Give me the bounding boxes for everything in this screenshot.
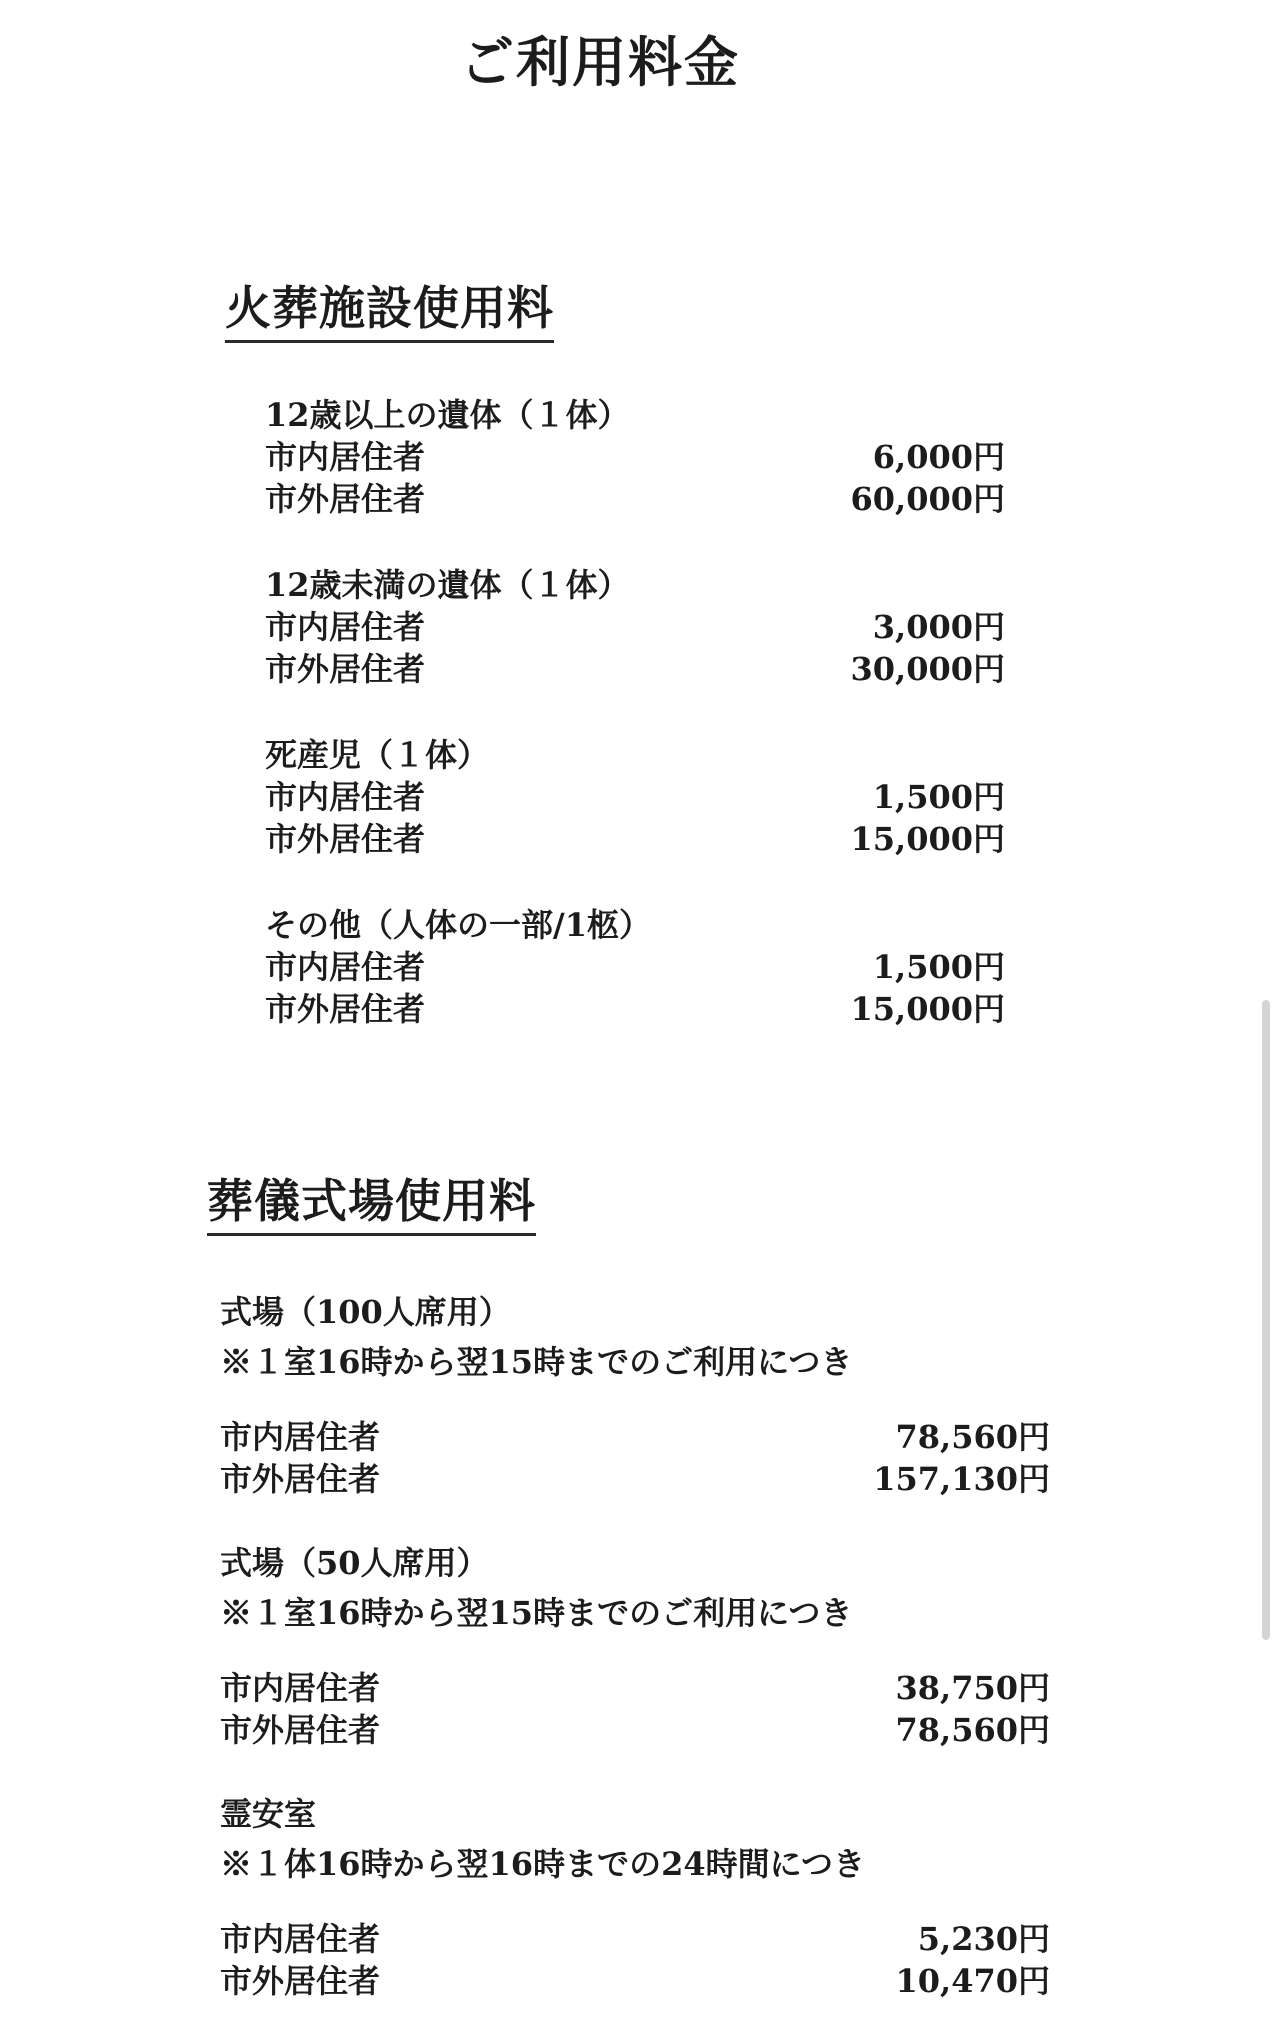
resident-type-label: 市外居住者	[265, 480, 426, 518]
resident-type-label: 市内居住者	[265, 608, 426, 646]
resident-type-label: 市外居住者	[265, 990, 426, 1028]
fee-category-label: 式場（50人席用）	[220, 1544, 489, 1582]
fee-amount: 15,000円	[850, 990, 1005, 1028]
fee-amount: 157,130円	[873, 1460, 1050, 1498]
fee-category-label: 式場（100人席用）	[220, 1293, 511, 1331]
fee-amount: 38,750円	[895, 1669, 1050, 1707]
resident-type-label: 市内居住者	[220, 1418, 381, 1456]
fee-amount: 10,470円	[895, 1962, 1050, 2000]
fee-row	[265, 777, 1005, 817]
fee-row	[265, 989, 1005, 1029]
resident-type-label: 市内居住者	[220, 1920, 381, 1958]
fee-category-note: ※１室16時から翌15時までのご利用につき	[220, 1343, 853, 1381]
fee-row	[220, 1459, 1050, 1499]
funeral-section-heading: 葬儀式場使用料	[207, 1173, 536, 1236]
resident-type-label: 市内居住者	[265, 778, 426, 816]
fee-category-label: 霊安室	[220, 1795, 317, 1833]
resident-type-label: 市内居住者	[265, 438, 426, 476]
fee-amount: 6,000円	[872, 438, 1005, 476]
fee-amount: 1,500円	[872, 778, 1005, 816]
resident-type-label: 市外居住者	[220, 1460, 381, 1498]
fee-row	[265, 479, 1005, 519]
fee-category-note: ※１室16時から翌15時までのご利用につき	[220, 1594, 853, 1632]
fee-amount: 5,230円	[917, 1920, 1050, 1958]
fee-row	[220, 1668, 1050, 1708]
page-title: ご利用料金	[460, 30, 740, 94]
fee-category-label: その他（人体の一部/1柩）	[265, 906, 651, 944]
resident-type-label: 市内居住者	[220, 1669, 381, 1707]
fee-row	[265, 607, 1005, 647]
fee-category-note: ※１体16時から翌16時までの24時間につき	[220, 1845, 865, 1883]
fee-amount: 60,000円	[850, 480, 1005, 518]
fee-amount: 30,000円	[850, 650, 1005, 688]
fee-row	[220, 1919, 1050, 1959]
fee-amount: 15,000円	[850, 820, 1005, 858]
resident-type-label: 市外居住者	[265, 820, 426, 858]
resident-type-label: 市外居住者	[220, 1962, 381, 2000]
scrollbar-thumb[interactable]	[1262, 1000, 1270, 1640]
resident-type-label: 市外居住者	[265, 650, 426, 688]
fee-category-label: 死産児（１体）	[265, 736, 490, 774]
fee-row	[220, 1710, 1050, 1750]
cremation-section-heading: 火葬施設使用料	[225, 280, 554, 343]
resident-type-label: 市内居住者	[265, 948, 426, 986]
fee-amount: 1,500円	[872, 948, 1005, 986]
fee-amount: 3,000円	[872, 608, 1005, 646]
fee-amount: 78,560円	[895, 1418, 1050, 1456]
fee-row	[265, 649, 1005, 689]
fee-row	[265, 947, 1005, 987]
fee-row	[220, 1961, 1050, 2001]
fee-row	[220, 1417, 1050, 1457]
fee-amount: 78,560円	[895, 1711, 1050, 1749]
fee-row	[265, 819, 1005, 859]
fee-category-label: 12歳未満の遺体（１体）	[265, 566, 630, 604]
fee-category-label: 12歳以上の遺体（１体）	[265, 396, 630, 434]
resident-type-label: 市外居住者	[220, 1711, 381, 1749]
fee-row	[265, 437, 1005, 477]
